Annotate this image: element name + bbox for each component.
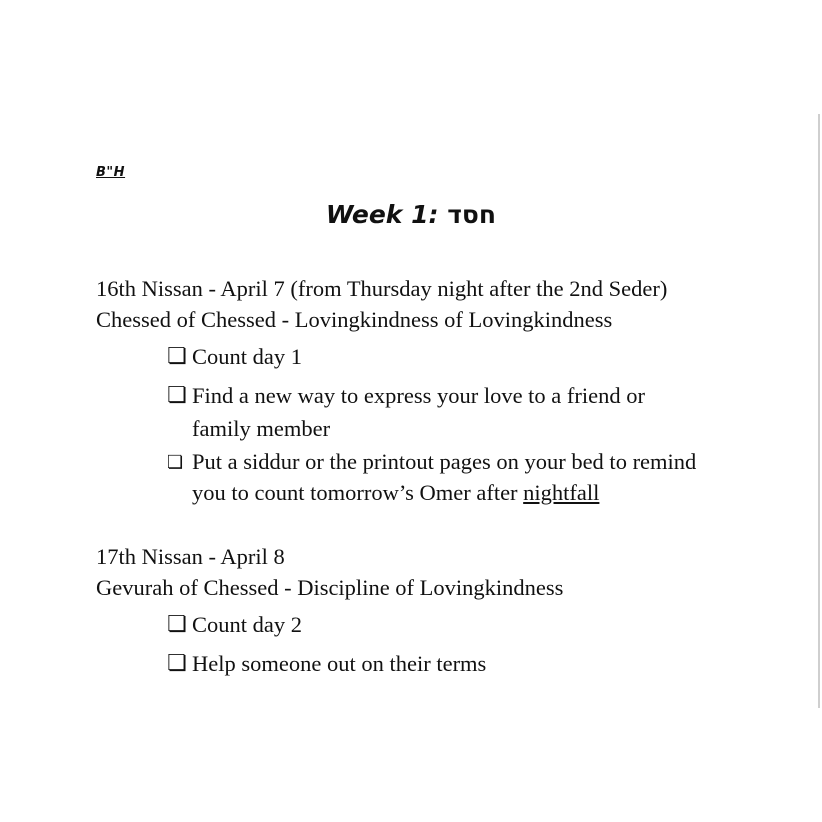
- task-label: Count day 2: [192, 612, 302, 637]
- day-1-task-3[interactable]: [167, 446, 727, 508]
- checkbox-icon[interactable]: ❏: [167, 452, 184, 473]
- day-1-task-2[interactable]: [167, 379, 727, 445]
- checkbox-icon[interactable]: ❏: [167, 651, 187, 676]
- task-label: Find a new way to express your love to a friend or family member: [192, 383, 646, 441]
- bh-header: B"H: [96, 165, 126, 180]
- task-label-underlined: nightfall: [523, 480, 600, 505]
- week-title-label: Week 1:: [325, 200, 439, 229]
- checkbox-icon[interactable]: ❏: [167, 383, 187, 408]
- checkbox-icon[interactable]: ❏: [167, 344, 187, 369]
- week-title: [0, 198, 822, 232]
- day-1-attribute: Chessed of Chessed - Lovingkindness of Lovingkindness: [96, 307, 613, 332]
- task-label: Help someone out on their terms: [192, 651, 487, 676]
- day-2-task-2[interactable]: [167, 647, 727, 680]
- task-label: Count day 1: [192, 344, 302, 369]
- day-1-task-1[interactable]: [167, 340, 727, 373]
- checkbox-icon[interactable]: ❏: [167, 612, 187, 637]
- day-2-attribute: Gevurah of Chessed - Discipline of Lovingkindness: [96, 575, 564, 600]
- day-2-date: 17th Nissan - April 8: [96, 544, 285, 569]
- week-title-hebrew: חסד: [447, 200, 497, 229]
- day-1-date: 16th Nissan - April 7 (from Thursday night after the 2nd Seder): [96, 276, 668, 301]
- task-label-text: Put a siddur or the printout pages on your bed to remind you to count tomorrow’s Omer after: [192, 449, 697, 505]
- task-label: [192, 446, 712, 508]
- day-2-task-1[interactable]: [167, 608, 727, 641]
